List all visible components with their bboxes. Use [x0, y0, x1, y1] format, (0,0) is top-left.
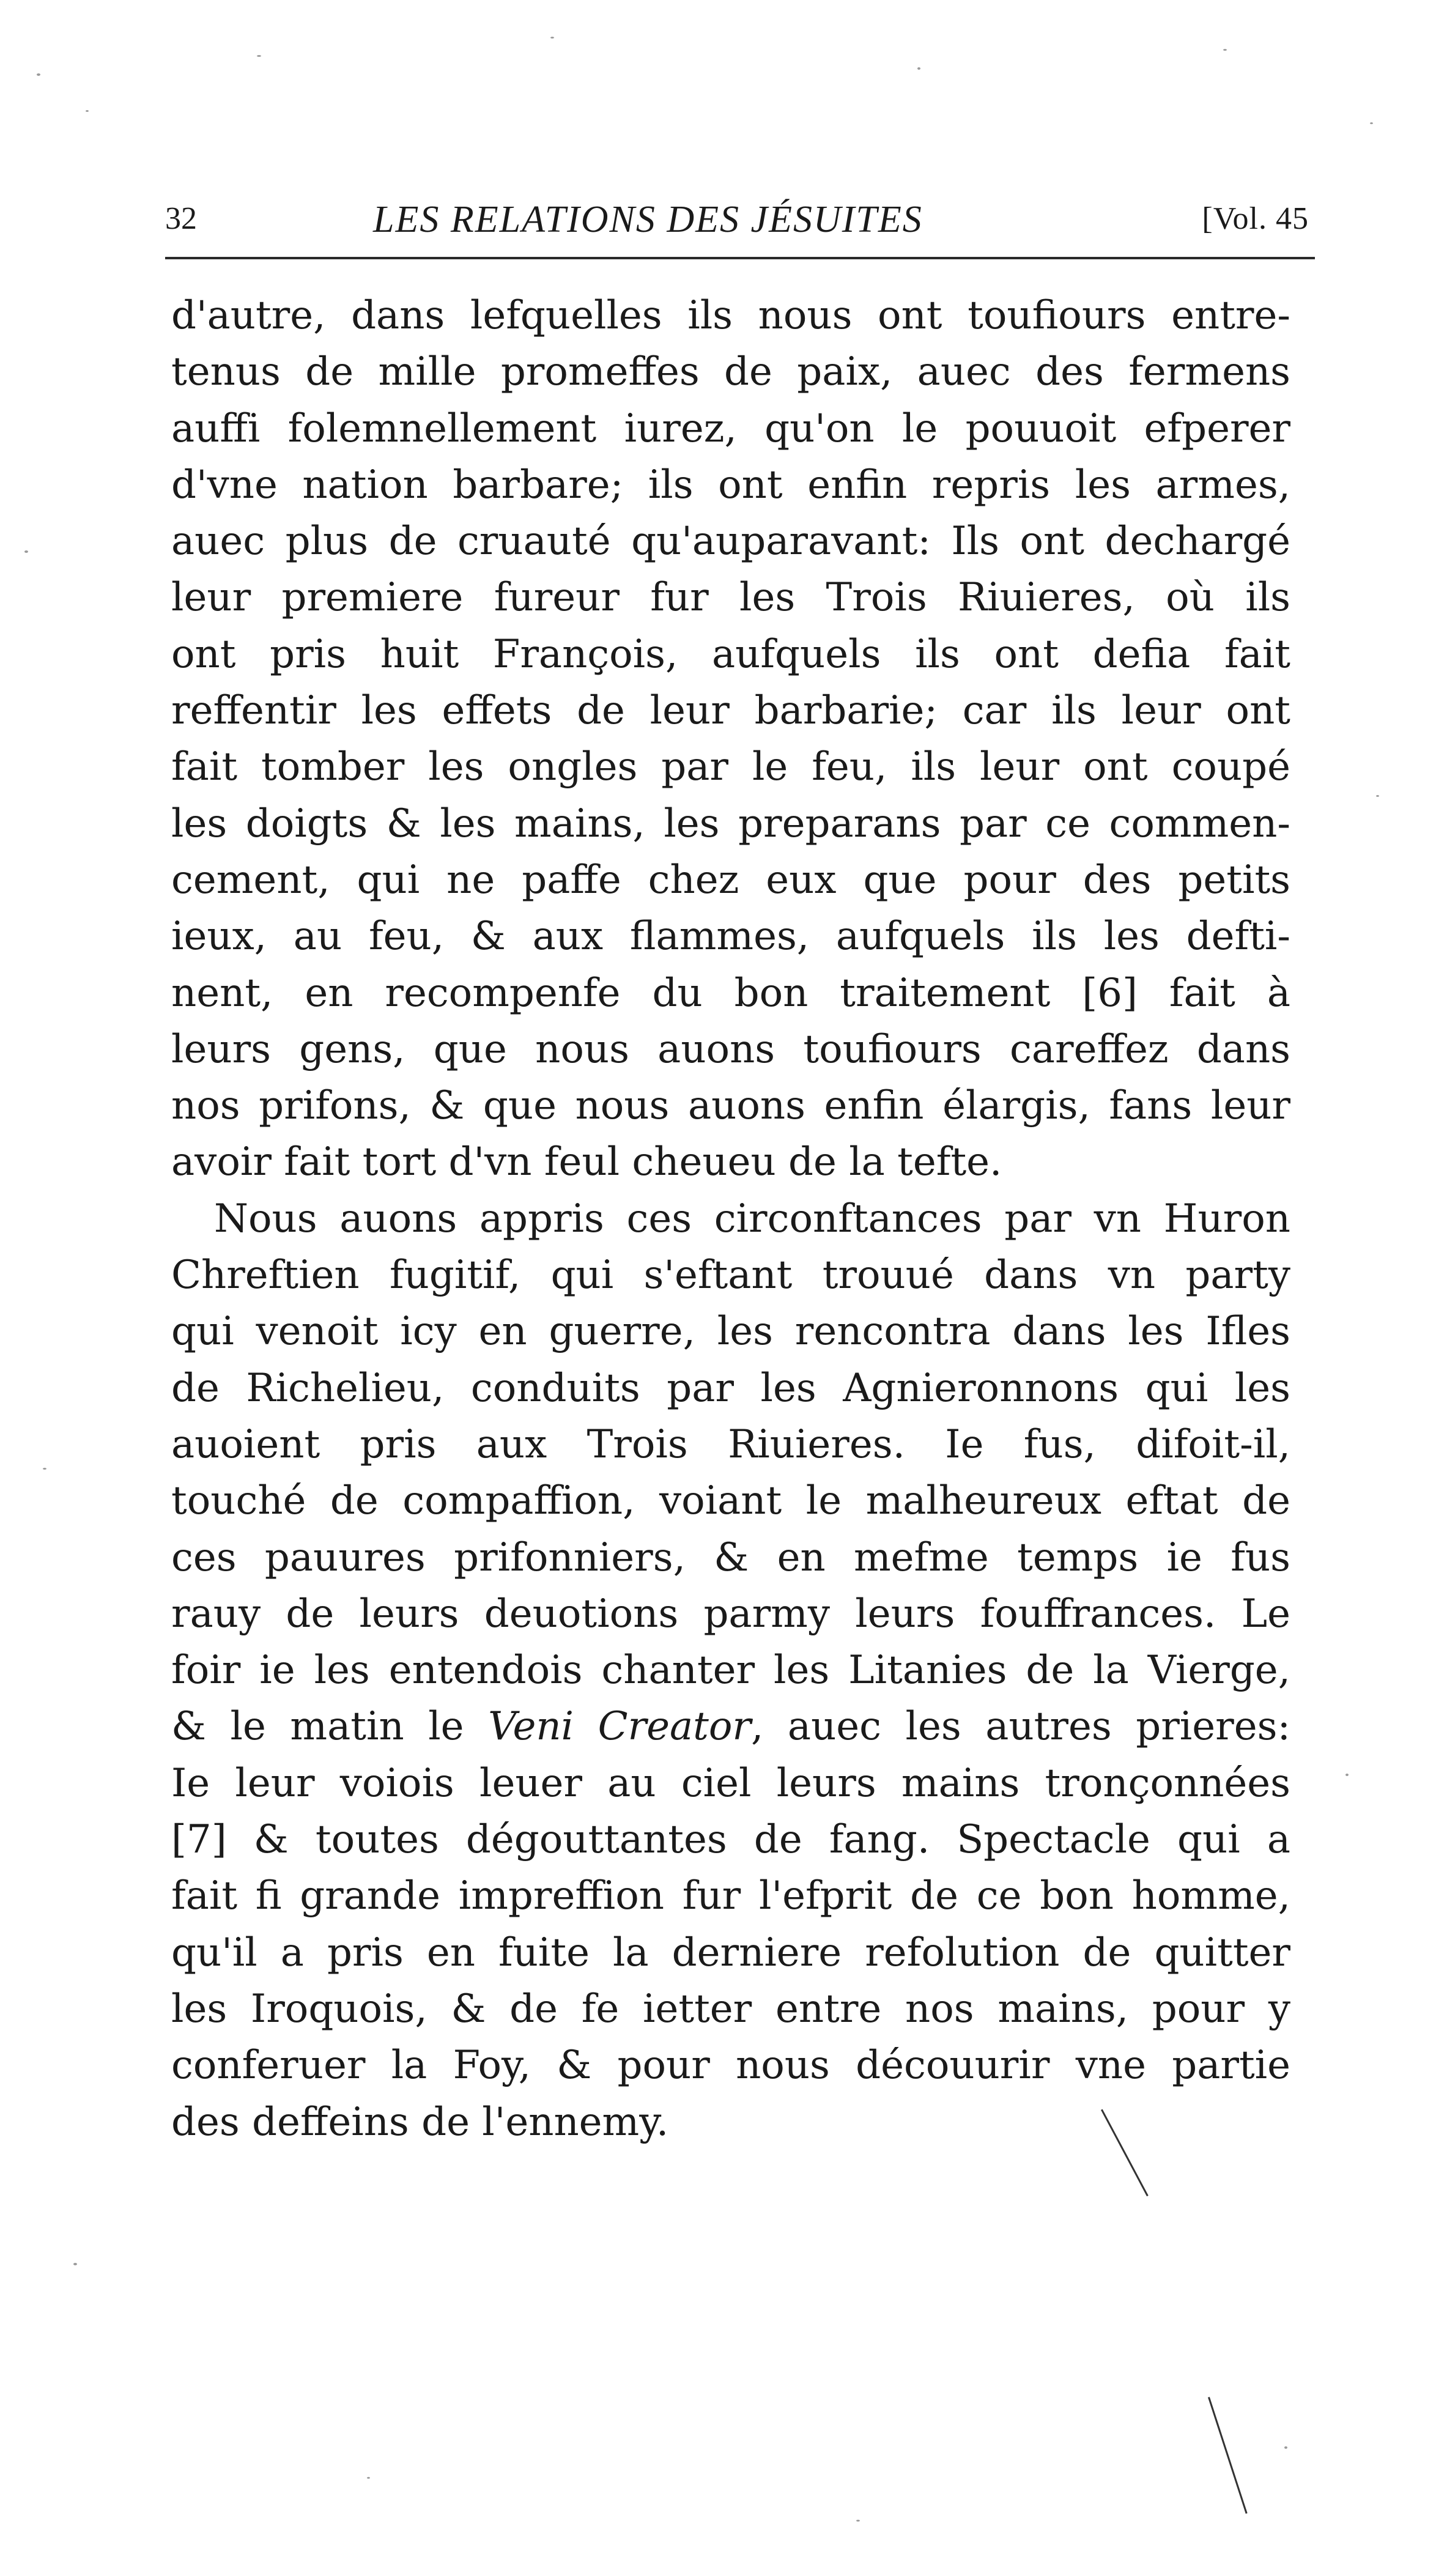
text-line: Ie leur voiois leuer au ciel leurs mains tronçonnées	[171, 1760, 1290, 1806]
page-number: 32	[165, 201, 197, 236]
text-line-mixed	[171, 1698, 1290, 1755]
text-line: auoient pris aux Trois Riuieres. Ie fus, difoit-il,	[171, 1421, 1290, 1467]
running-title: LES RELATIONS DES JÉSUITES	[373, 199, 923, 240]
text-line: d'vne nation barbare; ils ont enfin repris les armes,	[171, 462, 1290, 508]
text-line: rauy de leurs deuotions parmy leurs fouffrances. Le	[171, 1591, 1290, 1637]
text-line: ont pris huit François, aufquels ils ont defia fait	[171, 631, 1290, 677]
text-line: nent, en recompenfe du bon traitement [6] fait à	[171, 970, 1290, 1016]
scan-speck	[86, 110, 89, 112]
text-line: nos prifons, & que nous auons enfin élargis, fans leur	[171, 1083, 1290, 1129]
text-line: avoir fait tort d'vn feul cheueu de la tefte.	[171, 1139, 1002, 1185]
scan-speck	[73, 2263, 77, 2265]
text-line: les doigts & les mains, les preparans par ce commen-	[171, 801, 1290, 846]
text-line: Nous auons appris ces circonftances par vn Huron	[214, 1196, 1290, 1242]
header-rule	[165, 257, 1315, 259]
scan-speck	[1223, 49, 1227, 51]
text-line: auffi folemnellement iurez, qu'on le pouuoit efperer	[171, 405, 1290, 451]
scan-speck	[367, 2477, 370, 2479]
text-segment: & le matin le	[171, 1704, 489, 1750]
stray-mark	[1208, 2397, 1248, 2514]
text-line: touché de compaffion, voiant le malheureux eftat de	[171, 1478, 1290, 1524]
scan-speck	[1345, 1774, 1349, 1776]
text-line: les Iroquois, & de fe ietter entre nos mains, pour y	[171, 1986, 1290, 2032]
italic-title: Veni Creator	[488, 1704, 752, 1750]
volume-label: [Vol. 45	[1202, 201, 1309, 236]
scan-speck	[43, 1468, 46, 1470]
text-line: reffentir les effets de leur barbarie; car ils leur ont	[171, 688, 1290, 734]
paragraph-1	[171, 287, 1290, 1191]
scan-speck	[1284, 2446, 1287, 2449]
text-line: leurs gens, que nous auons toufiours careffez dans	[171, 1026, 1290, 1072]
paragraph-2	[171, 1191, 1290, 2150]
scan-speck	[1376, 795, 1379, 797]
scan-speck	[550, 37, 554, 39]
scan-speck	[1370, 122, 1373, 124]
text-line: ces pauures prifonniers, & en mefme temps ie fus	[171, 1534, 1290, 1580]
text-segment: , auec les autres prieres:	[751, 1704, 1291, 1750]
text-line: auec plus de cruauté qu'auparavant: Ils ont dechargé	[171, 519, 1290, 564]
text-line: qui venoit icy en guerre, les rencontra dans les Ifles	[171, 1309, 1290, 1355]
text-line: [7] & toutes dégouttantes de fang. Spectacle qui a	[171, 1817, 1290, 1863]
text-line: des deffeins de l'ennemy.	[171, 2099, 669, 2145]
text-line: foir ie les entendois chanter les Litanies de la Vierge,	[171, 1648, 1290, 1693]
scan-speck	[257, 55, 261, 57]
text-line: d'autre, dans lefquelles ils nous ont toufiours entre-	[171, 293, 1290, 338]
scan-speck	[917, 67, 920, 70]
scan-speck	[37, 73, 40, 76]
text-line: Chreftien fugitif, qui s'eftant trouué dans vn party	[171, 1253, 1290, 1298]
text-line: fait tomber les ongles par le feu, ils leur ont coupé	[171, 744, 1290, 790]
scan-speck	[856, 2520, 860, 2522]
text-line: ieux, au feu, & aux flammes, aufquels ils les defti-	[171, 914, 1290, 960]
text-line: conferuer la Foy, & pour nous découurir vne partie	[171, 2043, 1290, 2089]
scan-speck	[24, 550, 28, 553]
text-line: de Richelieu, conduits par les Agnieronnons qui les	[171, 1365, 1290, 1411]
text-line: qu'il a pris en fuite la derniere refolution de quitter	[171, 1930, 1290, 1975]
text-line: leur premiere fureur fur les Trois Riuieres, où ils	[171, 575, 1290, 621]
text-line: fait fi grande impreffion fur l'efprit de ce bon homme,	[171, 1873, 1290, 1919]
text-line: tenus de mille promeffes de paix, auec des fermens	[171, 349, 1290, 395]
text-line: cement, qui ne paffe chez eux que pour des petits	[171, 857, 1290, 903]
running-header	[165, 194, 1309, 250]
body-text	[171, 287, 1290, 2150]
